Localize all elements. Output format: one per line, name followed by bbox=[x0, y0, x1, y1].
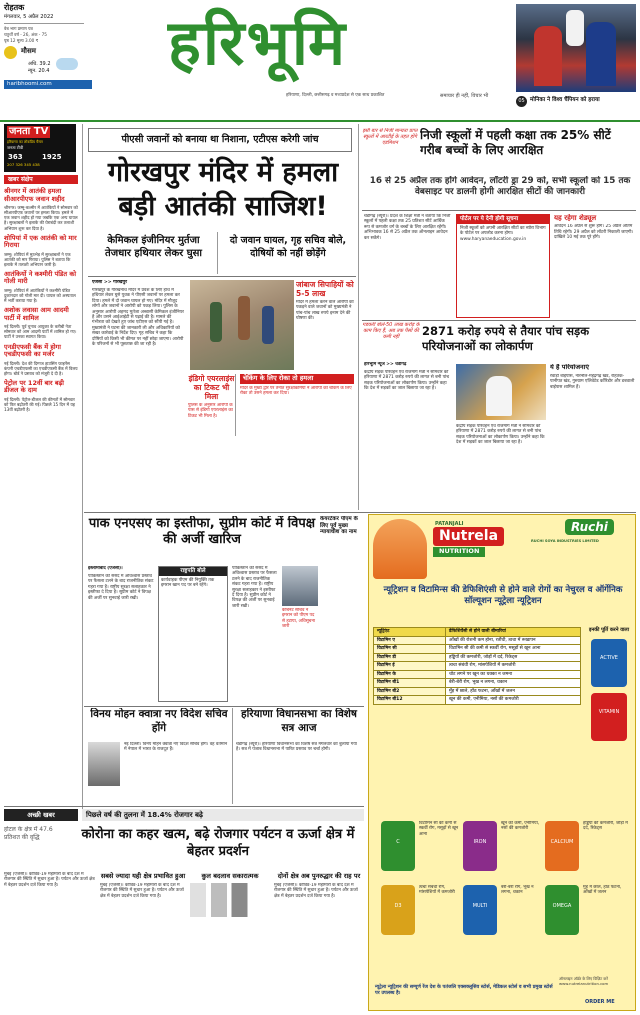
table-row: विटामिन ई त्वचा संबंधी रोग, मांसपेशियों में कमजोरी bbox=[374, 662, 581, 671]
tv-ad[interactable] bbox=[4, 124, 76, 172]
school-note: इसी बार से निजी मान्यता प्राप्त स्कूलों में आरटीई के तहत होंगे एडमिशन bbox=[362, 128, 418, 146]
table-row: विटामिन के चोट लगने पर खून का थक्का न जमना bbox=[374, 670, 581, 679]
tv-extra: 207 326 345 438 bbox=[7, 162, 40, 167]
lead-side-head: दो जवान घायल, गृह सचिव बोले, दोषियों को नहीं छोड़ेंगे bbox=[229, 235, 347, 259]
lead-headline[interactable]: गोरखपुर मंदिर में हमला बड़ी आतंकी साजिश! bbox=[107, 157, 339, 222]
checking-title: चेकिंग के लिए रोका तो हमला bbox=[240, 374, 354, 384]
tv-brand: जनता TV bbox=[9, 126, 49, 137]
checking-text: मंदिर के मुख्य द्वार पर तैनात सुरक्षाकर्मियों ने आरोपी को चेकिंग के लिए रोका तो उसने हमला कर दिया। bbox=[240, 385, 352, 397]
nutrela-logo: Nutrela bbox=[433, 527, 504, 546]
projects-title: ये हैं परियोजनाएं bbox=[550, 364, 589, 371]
pak-headline[interactable]: पाक एनएसए का इस्तीफा, सुप्रीम कोर्ट में विपक्ष की अर्जी खारिज bbox=[88, 516, 316, 547]
cloud-icon bbox=[56, 58, 78, 70]
tv-sub: हरियाणा का लोकप्रिय चैनल bbox=[7, 140, 43, 144]
lead-body: गोरखपुर के गोरखनाथ मंदिर में प्रवेश के लिए हाथ में हथियार लेकर घुसे युवक ने पीएसी जवानों पर हमला कर दिया। हमले में दो जवान घायल हो गए। मंदिर में मौजूद लोगों और जवानों ने आरोपी को पकड़ लिया। पुलिस के अनुसार आरोपी अहमद मुर्तजा अब्बासी केमिकल इंजीनियर है और उसने आईआईटी से पढ़ाई की है। मामले की गंभीरता को देखते हुए जांच एटीएस को सौंपी गई है। मुख्यमंत्री ने घटना की जानकारी ली और अधिकारियों को सख्त कार्रवाई के निर्देश दिए। गृह सचिव ने कहा कि दोषियों को किसी भी कीमत पर नहीं छोड़ा जाएगा। आरोपी के परिजनों से भी पूछताछ की जा रही है। bbox=[92, 288, 184, 348]
baba-photo bbox=[373, 519, 427, 579]
president-box bbox=[158, 566, 228, 702]
top-strip[interactable]: पीएसी जवानों को बनाया था निशाना, एटीएस करेगी जांच bbox=[88, 128, 352, 152]
imran-photo bbox=[282, 566, 318, 606]
nutrela-ad[interactable]: PATANJALI Nutrela NUTRITION Ruchi RUCHI SOYA INDUSTRIES LIMITED न्यूट्रिशन व विटामिन्स की डेफिशिएंसी से होने वाले रोगों का नेचुरल व ऑर्गेनिक सॉल्यूशन न्यूट्रेला न्यूट्रिशन न्यूट्रिएंट डेफिशियेंसी से होने वाली बीमारियां विटामिन ए आँखों की रोशनी कम होना, रतौंधी, त्वचा में रूखापन विटामिन सी विटामिन सी की कमी से स्कर्वी रोग, मसूड़ों से खून आना विटामिन डी हड्डियों की कमजोरी, जोड़ों में दर्द, रिकेट्स विटामिन ई त्वचा संबंधी रोग, मांसपेशियों में कमजोरी विटामिन के चोट लगने पर खून का थक्का न जमना विटामिन बी1 बेरी-बेरी रोग, भूख न लगना, थकान विटामिन बी2 मुँह में छाले, होंठ फटना, आँखों में जलन विटामिन बी12 खून की कमी, एनीमिया, नसों की कमजोरी इनकी पूर्ति करने वाला ACTIVE VITAMIN C विटामिन सी की कमी से स्कर्वी रोग, मसूड़ों से खून आना IRON खून की कमी, एनीमिया, नसों की कमजोरी CALCIUM हड्डियों की कमजोरी, जोड़ों में दर्द, रिकेट्स D3 त्वचा संबंधी रोग, मांसपेशियों में कमजोरी MULTI बेरी-बेरी रोग, भूख न लगना, थकान OMEGA मुँह में छाले, होंठ फटना, आँखों में जलन न्यूट्रेला न्यूट्रिशन की सम्पूर्ण रेंज देश के पतंजलि एक्सक्लूसिव स्टोर्स, मेडिकल स्टोर्स व सभी प्रमुख स्टोर्स पर उपलब्ध है। ऑनलाइन ऑर्डर के लिए विज़िट करें www.nutrelanutrition.com ORDER ME bbox=[368, 514, 636, 1011]
brief-item[interactable]: श्रीनगर में आतंकी हमला सीआरपीएफ जवान शहीद श्रीनगर। जम्मू-कश्मीर में आतंकियों ने सोमवार को सीआरपीएफ जवानों पर हमला किया। हमले में एक जवान शहीद हो गया जबकि एक अन्य घायल है। सुरक्षाबलों ने इलाके की घेराबंदी कर तलाशी अभियान शुरू कर दिया है। bbox=[4, 187, 78, 231]
table-row: विटामिन ए आँखों की रोशनी कम होना, रतौंधी, त्वचा में रूखापन bbox=[374, 636, 581, 645]
good-news-kicker: होटल के क्षेत्र में 47.6 प्रतिशत की वृद्धि bbox=[4, 826, 53, 841]
imran-cap: कैबिनेट सचिव ने इमरान को पीएम पद से हटाया, अधिसूचना जारी bbox=[282, 608, 316, 630]
date: मंगलवार, 5 अप्रैल 2022 bbox=[4, 14, 54, 20]
tv-num-2: 1925 bbox=[42, 153, 62, 161]
haryana-headline[interactable]: हरियाणा विधानसभा का विशेष सत्र आज bbox=[241, 708, 357, 734]
good-news-label: अच्छी खबर bbox=[4, 809, 78, 821]
roads-headline[interactable]: 2871 करोड़ रुपये से तैयार पांच सड़क परियोजनाओं का लोकार्पण bbox=[422, 324, 590, 353]
masthead bbox=[0, 0, 640, 120]
roads-note: गडकरी बोले-50 लाख करोड़ के काम किए हैं, अब तक पैसों की कमी नहीं bbox=[362, 322, 420, 340]
brief-item[interactable]: शोपियां में एक आतंकी को मार गिराया जम्मू। शोपियां में मुठभेड़ में सुरक्षाबलों ने एक आतंकी को मार गिराया। पुलिस ने बताया कि इलाके में तलाशी अभियान जारी है। bbox=[4, 233, 77, 267]
school-sub: 16 से 25 अप्रैल तक होंगे आवेदन, लॉटरी ड्रा 29 को, सभी स्कूलों को 15 तक वेबसाइट पर डालनी होगी आरक्षित सीटों की जानकारी bbox=[369, 176, 631, 197]
product-jar: OMEGA bbox=[545, 885, 579, 935]
table-row: विटामिन बी1 बेरी-बेरी रोग, भूख न लगना, थकान bbox=[374, 679, 581, 688]
schedule-title: यह रहेगा शेड्यूल bbox=[554, 214, 597, 222]
product-jar: C bbox=[381, 821, 415, 871]
good-news-top: पिछले वर्ष की तुलना में 18.4% रोजगार बढ़े bbox=[82, 809, 364, 821]
good-news-headline[interactable]: कोरोना का कहर खत्म, बढ़े रोजगार पर्यटन व ऊर्जा क्षेत्र में बेहतर प्रदर्शन bbox=[81, 827, 355, 859]
tagline: हरियाणा, दिल्ली, छत्तीसगढ़ व मध्यप्रदेश से एक साथ प्रकाशित bbox=[286, 93, 385, 98]
table-row: विटामिन सी विटामिन सी की कमी से स्कर्वी रोग, मसूड़ों से खून आना bbox=[374, 645, 581, 654]
president-text: कार्यवाहक पीएम की नियुक्ति तक इमरान खान पद पर बने रहेंगे। bbox=[161, 577, 215, 589]
ad-footer: न्यूट्रेला न्यूट्रिशन की सम्पूर्ण रेंज देश के पतंजलि एक्सक्लूसिव स्टोर्स, मेडिकल स्टोर्स व सभी प्रमुख स्टोर्स पर उपलब्ध है। bbox=[375, 985, 553, 996]
roads-body: केंद्रीय सड़क परिवहन एवं राजमार्ग मंत्री ने सोमवार को हरियाणा में 2871 करोड़ रुपये की लागत से बनी पांच सड़क परियोजनाओं का लोकार्पण किया। उन्होंने कहा कि देश में सड़कों का जाल बिछाया जा रहा है। bbox=[364, 370, 450, 392]
boxing-photo bbox=[516, 4, 636, 92]
checking-box bbox=[240, 374, 354, 452]
ad-online[interactable]: ऑनलाइन ऑर्डर के लिए विज़िट करें www.nutrelanutrition.com bbox=[559, 976, 609, 986]
product-jar: VITAMIN bbox=[591, 693, 627, 741]
sidebar bbox=[4, 175, 78, 770]
sidebar-title: खबर संक्षेप bbox=[4, 175, 78, 184]
ad-side-title: इनकी पूर्ति करने वाला bbox=[589, 627, 629, 633]
indigo-text: पुलिस के अनुसार आरोपी के पास से इंडिगो एयरलाइंस का टिकट भी मिला है। bbox=[188, 403, 233, 419]
edition-meta-3: पृष्ठ 12 मूल्य 3.00 ₹ bbox=[4, 38, 39, 43]
brief-item[interactable]: आतंकियों ने कश्मीरी पंडित को गोली मारी जम्मू। शोपियां में आतंकियों ने कश्मीरी पंडित दुकानदार को गोली मार दी। घायल को अस्पताल में भर्ती कराया गया है। bbox=[4, 269, 77, 304]
pak-body: पाकिस्तान की संसद में अविश्वास प्रस्ताव पर फैसला टलने के बाद राजनीतिक संकट गहरा गया है। राष्ट्रीय सुरक्षा सलाहकार ने इस्तीफा दे दिया है। सुप्रीम कोर्ट ने विपक्ष की अर्जी पर सुनवाई जारी रखी। bbox=[88, 574, 154, 601]
school-headline[interactable]: निजी स्कूलों में पहली कक्षा तक 25% सीटें गरीब बच्चों के लिए आरक्षित bbox=[420, 128, 611, 157]
projects-text: रेवाड़ी बाईपास, नारनौल-महेंद्रगढ़ खंड, रोहतक-पानीपत खंड, गुरुग्राम एलिवेटेड कॉरिडोर और डबवाली बाईपास शामिल हैं। bbox=[550, 373, 635, 390]
tv-num-1: 363 bbox=[8, 153, 23, 161]
bar-chart-image bbox=[190, 883, 270, 917]
portal-title: पोर्टल पर ये देनी होगी सूचना bbox=[457, 215, 549, 224]
roads-byline: हरिभूमि न्यूज >> चंडीगढ़ bbox=[364, 362, 407, 367]
edition-meta-2: चतुर्थी वर्ष - 26, अंक - 75 bbox=[4, 32, 47, 37]
portal-box bbox=[456, 214, 550, 318]
ad-headline: न्यूट्रिशन व विटामिन्स की डेफिशिएंसी से होने वाले रोगों का नेचुरल व ऑर्गेनिक सॉल्यूशन न्यूट्रेला न्यूट्रिशन bbox=[383, 585, 623, 606]
logo: हरिभूमि bbox=[168, 6, 348, 79]
brief-item[interactable]: अशोक लवासा आम आदमी पार्टी में शामिल नई दिल्ली। पूर्व चुनाव आयुक्त के करीबी नेता सोमवार को आम आदमी पार्टी में शामिल हो गए। पार्टी ने उनका स्वागत किया। bbox=[4, 306, 77, 340]
slogan: समाचार ही नहीं, विचार भी bbox=[440, 93, 489, 99]
tv-channel: जनता टीवी bbox=[7, 145, 24, 150]
product-jar: MULTI bbox=[463, 885, 497, 935]
gn-col-2: कुल बदलाव सकारात्मक bbox=[190, 872, 270, 1010]
product-jar: ACTIVE bbox=[591, 639, 627, 687]
bravery-title: जांबाज सिपाहियों को 5-5 लाख bbox=[296, 280, 354, 298]
lead-deck: केमिकल इंजीनियर मुर्तजा तेजधार हथियार लेकर घुसा bbox=[90, 232, 218, 274]
product-jar: D3 bbox=[381, 885, 415, 935]
temp-min: न्यून. 20.4 bbox=[28, 68, 50, 74]
portal-text: निजी स्कूलों को अपनी आरक्षित सीटों का ब्योरा विभाग के पोर्टल पर अपलोड करना होगा। www.haryanaeducation.gov.in bbox=[460, 225, 546, 242]
temple-photo bbox=[190, 280, 294, 370]
product-jar: IRON bbox=[463, 821, 497, 871]
edition-meta-1: वेब भाग प्रमाण पत्र bbox=[4, 26, 33, 31]
nutrition-label: NUTRITION bbox=[433, 547, 485, 557]
table-row: विटामिन बी2 मुँह में छाले, होंठ फटना, आँखों में जलन bbox=[374, 687, 581, 696]
weather-label: मौसम bbox=[21, 47, 36, 55]
ruchi-sub: RUCHI SOYA INDUSTRIES LIMITED bbox=[531, 539, 599, 543]
gadkari-photo bbox=[456, 364, 546, 420]
table-row: विटामिन बी12 खून की कमी, एनीमिया, नसों की कमजोरी bbox=[374, 696, 581, 705]
pak-byline: इस्लामाबाद (एजेंसी)। bbox=[88, 566, 123, 571]
lead-byline: एजेंसी >> गोरखपुर bbox=[92, 280, 128, 285]
gn-col-1: सबसे ज्यादा यही क्षेत्र प्रभावित हुआ मुंबई (एजेंसी)। कोविड-19 महामारी के बाद देश में रोजगार की स्थिति में सुधार हुआ है। पर्यटन और ऊर्जा क्षेत्र में बेहतर प्रदर्शन दर्ज किया गया है। bbox=[100, 872, 186, 899]
caretaker-head: केयरटेकर पीएम के लिए पूर्व मुख्य न्यायाधीश का नाम bbox=[320, 516, 358, 536]
president-title: राष्ट्रपति बोले bbox=[159, 567, 227, 576]
indigo-title: इंडिगो एयरलाइंस का टिकट भी मिला bbox=[188, 374, 235, 401]
indigo-box bbox=[188, 374, 236, 436]
patanjali-label: PATANJALI bbox=[435, 521, 464, 527]
table-row: विटामिन डी हड्डियों की कमजोरी, जोड़ों में दर्द, रिकेट्स bbox=[374, 653, 581, 662]
sun-icon bbox=[4, 46, 17, 59]
school-body: चंडीगढ़ (ब्यूरो)। प्रदेश के शिक्षा मंत्री ने बताया कि निजी स्कूलों में पहली कक्षा तक 25 प्रतिशत सीटें आर्थिक रूप से कमजोर वर्ग के बच्चों के लिए आरक्षित रहेंगी। अभिभावक 16 से 25 अप्रैल तक ऑनलाइन आवेदन कर सकेंगे। bbox=[364, 214, 451, 241]
vinay-body: नई दिल्ली। विनय मोहन क्वात्रा नए विदेश सचिव होंगे। वह वर्तमान में नेपाल में भारत के राजदूत हैं। bbox=[124, 742, 228, 753]
promo-badge: 05 bbox=[516, 96, 527, 107]
good-news-body: मुंबई (एजेंसी)। कोविड-19 महामारी के बाद देश में रोजगार की स्थिति में सुधार हुआ है। पर्यटन और ऊर्जा क्षेत्र में बेहतर प्रदर्शन दर्ज किया गया है। bbox=[4, 872, 95, 888]
roads-body-2: केंद्रीय सड़क परिवहन एवं राजमार्ग मंत्री ने सोमवार को हरियाणा में 2871 करोड़ रुपये की लागत से बनी पांच सड़क परियोजनाओं का लोकार्पण किया। उन्होंने कहा कि देश में सड़कों का जाल बिछाया जा रहा है। bbox=[456, 424, 545, 446]
schedule-text: आवेदन 16 अप्रैल से शुरू होंगे। 25 अप्रैल अंतिम तिथि रहेगी। 29 अप्रैल को लॉटरी निकाली जाएगी। दाखिले 10 मई तक पूरे होंगे। bbox=[554, 224, 634, 241]
projects-box bbox=[550, 364, 636, 508]
vinay-photo bbox=[88, 742, 120, 786]
order-me-button[interactable]: ORDER ME bbox=[585, 999, 615, 1005]
pak-body-2: पाकिस्तान की संसद में अविश्वास प्रस्ताव पर फैसला टलने के बाद राजनीतिक संकट गहरा गया है। राष्ट्रीय सुरक्षा सलाहकार ने इस्तीफा दे दिया है। सुप्रीम कोर्ट ने विपक्ष की अर्जी पर सुनवाई जारी रखी। bbox=[232, 566, 277, 609]
bravery-text: मंदिर में हमला करने वाले आरोपी को पकड़ने वाले जवानों को मुख्यमंत्री ने पांच-पांच लाख रुपये इनाम देने की घोषणा की। bbox=[296, 300, 354, 322]
haryana-body: चंडीगढ़ (ब्यूरो)। हरियाणा विधानसभा का विशेष सत्र मंगलवार को बुलाया गया है। सत्र में पंजाब विधानसभा में पारित प्रस्ताव पर चर्चा होगी। bbox=[236, 742, 357, 753]
product-jar: CALCIUM bbox=[545, 821, 579, 871]
city: रोहतक bbox=[4, 3, 25, 12]
promo-headline[interactable]: मोनिका ने विश्व चैंपियन को हराया bbox=[530, 97, 600, 103]
website[interactable]: haribhoomi.com bbox=[4, 80, 92, 89]
brief-item[interactable]: एनडीएफसी बैंक में होगा एचडीएफसी का मर्जर नई दिल्ली। देश की दिग्गज हाउसिंग फाइनेंस कंपनी एचडीएफसी का एचडीएफसी बैंक में विलय होगा। बोर्ड ने प्रस्ताव को मंजूरी दे दी है। bbox=[4, 342, 78, 376]
vinay-headline[interactable]: विनय मोहन क्वात्रा नए विदेश सचिव होंगे bbox=[90, 708, 228, 734]
brief-item[interactable]: पेट्रोल पर 12वीं बार बढ़ी डीजल के दाम नई दिल्ली। पेट्रोल-डीजल की कीमतों में सोमवार को फिर बढ़ोतरी की गई। पिछले 15 दिन में यह 13वीं बढ़ोतरी है। bbox=[4, 378, 75, 412]
deficiency-table: न्यूट्रिएंट डेफिशियेंसी से होने वाली बीमारियां विटामिन ए आँखों की रोशनी कम होना, रतौंधी, त्वचा में रूखापन विटामिन सी विटामिन सी की कमी से स्कर्वी रोग, मसूड़ों से खून आना विटामिन डी हड्डियों की कमजोरी, जोड़ों में दर्द, रिकेट्स विटामिन ई त्वचा संबंधी रोग, मांसपेशियों में कमजोरी विटामिन के चोट लगने पर खून का थक्का न जमना विटामिन बी1 बेरी-बेरी रोग, भूख न लगना, थकान विटामिन बी2 मुँह में छाले, होंठ फटना, आँखों में जलन विटामिन बी12 खून की कमी, एनीमिया, नसों की कमजोरी bbox=[373, 627, 581, 705]
bravery-box bbox=[296, 280, 354, 370]
ruchi-logo: Ruchi bbox=[565, 519, 614, 535]
temp-max: अधि. 39.2 bbox=[28, 61, 51, 67]
schedule-box bbox=[554, 214, 636, 318]
gn-col-3: दोनों क्षेत्र अब पुनरुद्धार की राह पर मुंबई (एजेंसी)। कोविड-19 महामारी के बाद देश में रोजगार की स्थिति में सुधार हुआ है। पर्यटन और ऊर्जा क्षेत्र में बेहतर प्रदर्शन दर्ज किया गया है। bbox=[274, 872, 361, 899]
